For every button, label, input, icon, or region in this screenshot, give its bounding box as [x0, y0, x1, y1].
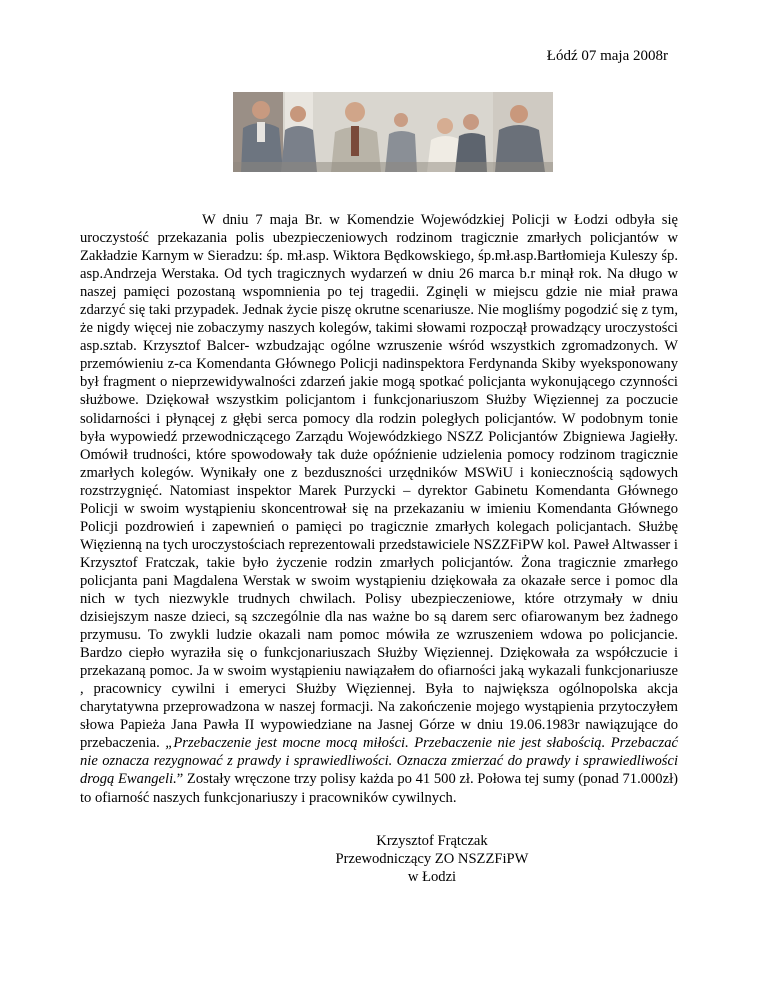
- document-date: Łódź 07 maja 2008r: [546, 48, 668, 64]
- pope-quote: „Przebaczenie jest mocne mocą miłości. Przebaczenie nie jest słabością. Przebaczać nie oznacza rezygnować z prawdy i sprawiedliwości. Oznacza zmierzać do prawdy i sprawiedliwości drogą Ewangeli.: [80, 735, 678, 788]
- signature-block: [0, 833, 768, 886]
- article-body-part2: ” Zostały wręczone trzy polisy każda po 41 500 zł. Połowa tej sumy (ponad 71.000zł) to ofiarność naszych funkcjonariuszy i pracowników cywilnych.: [80, 771, 678, 806]
- ceremony-photo: [233, 92, 553, 172]
- signature-name: Krzysztof Frątczak: [376, 833, 488, 849]
- article-body-part1: W dniu 7 maja Br. w Komendzie Wojewódzkiej Policji w Łodzi odbyła się uroczystość przekazania polis ubezpieczeniowych rodzinom tragicznie zmarłych policjantów w Zakładzie Karnym w Sieradzu: śp. mł.asp. Wiktora Będkowskiego, śp.mł.asp.Bartłomieja Kuleszy śp. asp.Andrzeja Werstaka. Od tych tragicznych wydarzeń w dniu 26 marca b.r minął rok. Na długo w naszej pamięci pozostaną wspomnienia po tej tragedii. Zginęli w miejscu gdzie nie miał prawa zdarzyć się taki przypadek. Jednak życie piszę okrutne scenariusze. Nie mogliśmy pogodzić się z tym, że nigdy więcej nie zobaczymy naszych kolegów, takimi słowami rozpoczął prowadzący uroczystości asp.sztab. Krzysztof Balcer- wzbudzając ogólne wzruszenie wśród wszystkich zgromadzonych. W przemówieniu z-ca Komendanta Głównego Policji nadinspektora Ferdynanda Skiby wyeksponowany był fragment o nieprzewidywalności zdarzeń jakie mogą spotkać policjanta wykonującego czynności służbowe. Dziękował wszystkim policjantom i funkcjonariuszom Służby Więziennej za poczucie solidarności i płynącej z głębi serca pomocy dla rodzin poległych policjantów. W podobnym tonie była wypowiedź przewodniczącego Zarządu Wojewódzkiego NSZZ Policjantów Zbigniewa Jagiełły. Omówił trudności, które spowodowały tak duże opóźnienie udzielenia pomocy rodzinom tragicznie zmarłych kolegów. Wynikały one z bezduszności urzędników MSWiU i koniecznością sądowych rozstrzygnięć. Natomiast inspektor Marek Purzycki – dyrektor Gabinetu Komendanta Głównego Policji w swoim wystąpieniu skoncentrował się na przekazaniu w imieniu Komendanta Głównego Policji pozdrowień i zapewnień o pamięci po tragicznie zmarłych kolegach policjantach. Służbę Więzienną na tych uroczystościach reprezentowali przedstawiciele NSZZFiPW kol. Paweł Altwasser i Krzysztof Fratczak, takie było życzenie rodzin zmarłych policjantów. Żona tragicznie zmarłego policjanta pani Magdalena Werstak w swoim wystąpieniu dziękowała za okazałe serce i pomoc dla nich w tych niezwykle trudnych chwilach. Polisy ubezpieczeniowe, które otrzymały w dniu dzisiejszym nasze dzieci, są szczególnie dla nas ważne bo są darem serc ofiarowanym bez żadnego przymusu. To zwykli ludzie okazali nam pomoc mówiła ze wzruszeniem wdowa po policjancie. Bardzo ciepło wyraziła się o funkcjonariuszach Służby Więziennej. Dziękowała za współczucie i przekazaną pomoc. Ja w swoim wystąpieniu nawiązałem do ofiarności jaką wykazali funkcjonariusze , pracownicy cywilni i emeryci Służby Więziennej. Była to największa ogólnopolska akcja charytatywna przeprowadzona w naszej formacji. Na zakończenie mojego wystąpienia przytoczyłem słowa Papieża Jana Pawła II wypowiedziane na Jasnej Górze w dniu 19.06.1983r nawiązujące do przebaczenia.: [80, 212, 678, 752]
- article-body: [80, 211, 678, 807]
- ceremony-photo-image: [233, 92, 553, 172]
- signature-place: w Łodzi: [407, 868, 457, 885]
- signature-role: Przewodniczący ZO NSZZFiPW: [335, 850, 529, 867]
